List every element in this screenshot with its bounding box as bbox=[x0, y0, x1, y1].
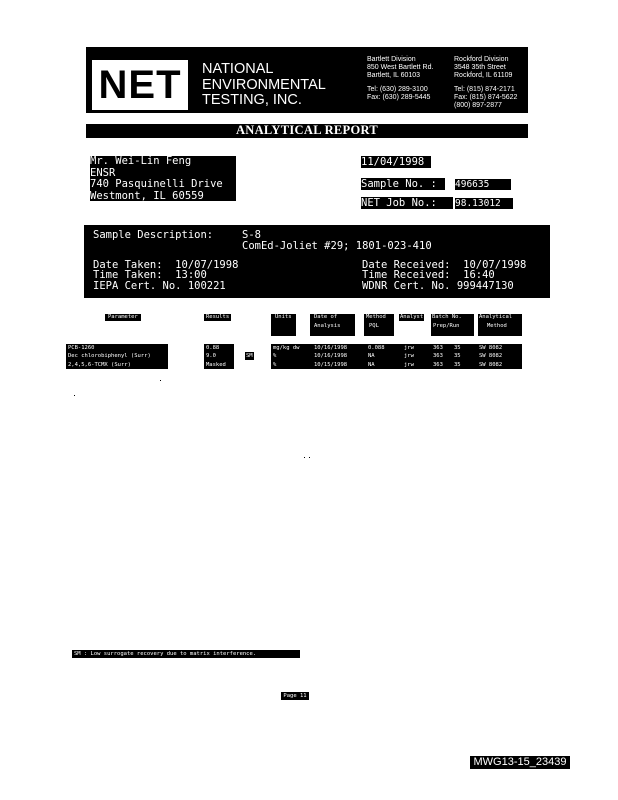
sample-no-label: Sample No. : bbox=[361, 178, 445, 190]
time-taken: Time Taken: 13:00 bbox=[93, 269, 207, 281]
header-method-1: Method bbox=[366, 314, 386, 320]
scan-speck bbox=[309, 457, 310, 458]
row-pql: NA bbox=[368, 362, 375, 368]
row-date: 10/16/1998 bbox=[314, 353, 348, 359]
report-date: 11/04/1998 bbox=[361, 156, 431, 168]
job-no-value: 98.13012 bbox=[455, 198, 513, 209]
wdnr-cert: WDNR Cert. No. 999447130 bbox=[362, 280, 514, 292]
bartlett-line: Tel: (630) 289-3100 bbox=[367, 85, 428, 93]
row-run: 35 bbox=[454, 353, 461, 359]
row-result: 0.88 bbox=[206, 345, 220, 351]
rockford-line: Fax: (815) 874-5622 bbox=[454, 93, 518, 101]
header-analytical-1: Analytical bbox=[479, 314, 513, 320]
footnote: SM : Low surrogate recovery due to matrix interference. bbox=[72, 650, 300, 658]
client-city: Westmont, IL 60559 bbox=[90, 189, 204, 202]
header-parameter: Parameter bbox=[105, 314, 141, 321]
company-name-line-2: ENVIRONMENTAL bbox=[202, 76, 326, 93]
row-units: % bbox=[273, 353, 277, 359]
row-result: 9.0 bbox=[206, 353, 216, 359]
row-pql: 0.088 bbox=[368, 345, 385, 351]
rockford-line: 3548 35th Street bbox=[454, 64, 506, 72]
rockford-line: Tel: (815) 874-2171 bbox=[454, 85, 515, 93]
rockford-address bbox=[454, 56, 517, 110]
row-parameter: 2,4,5,6-TCMX (Surr) bbox=[68, 362, 131, 368]
page-number: Page 11 bbox=[281, 692, 309, 700]
row-parameter: Dec chlorobiphenyl (Surr) bbox=[68, 353, 151, 359]
row-method: SW 8082 bbox=[479, 353, 503, 359]
report-title: ANALYTICAL REPORT bbox=[235, 123, 379, 137]
bartlett-address bbox=[367, 56, 433, 102]
company-name-line-3: TESTING, INC. bbox=[202, 92, 302, 108]
client-address bbox=[90, 156, 236, 201]
bartlett-line: 850 West Bartlett Rd. bbox=[367, 64, 434, 72]
row-prep: 363 bbox=[433, 353, 443, 359]
row-parameter: PCB-1260 bbox=[68, 345, 95, 351]
date-received: Date Received: 10/07/1998 bbox=[362, 259, 527, 271]
sample-desc-label: Sample Description: bbox=[93, 229, 214, 241]
header-results: Results bbox=[206, 314, 230, 320]
row-units: mg/kg dw bbox=[273, 345, 300, 351]
header-batch-1: Batch No. bbox=[432, 314, 462, 320]
header-date-1: Date of bbox=[314, 314, 338, 320]
row-date: 10/16/1998 bbox=[314, 345, 348, 351]
row-prep: 363 bbox=[433, 345, 443, 351]
row-method: SW 8082 bbox=[479, 345, 503, 351]
company-name bbox=[202, 62, 326, 109]
row-run: 35 bbox=[454, 345, 461, 351]
header-units: Units bbox=[271, 314, 296, 336]
client-company: ENSR bbox=[90, 166, 116, 179]
sample-desc-1: S-8 bbox=[242, 229, 261, 241]
rockford-line: Rockford Division bbox=[454, 56, 509, 63]
row-flag: SM bbox=[246, 353, 253, 359]
row-analyst: jrw bbox=[404, 362, 414, 368]
job-no-label: NET Job No.: bbox=[361, 197, 453, 209]
header-date-2: Analysis bbox=[314, 323, 341, 329]
row-analyst: jrw bbox=[404, 345, 414, 351]
client-name: Mr. Wei-Lin Feng bbox=[90, 155, 192, 167]
header-batch-2: Prep/Run bbox=[433, 323, 460, 329]
header-analytical-2: Method bbox=[487, 323, 507, 329]
document-id: MWG13-15_23439 bbox=[470, 756, 570, 769]
bartlett-line: Bartlett, IL 60103 bbox=[367, 72, 421, 80]
client-street: 740 Pasquinelli Drive bbox=[90, 178, 223, 191]
iepa-cert: IEPA Cert. No. 100221 bbox=[93, 280, 226, 292]
bartlett-line: Bartlett Division bbox=[367, 56, 416, 63]
row-date: 10/15/1998 bbox=[314, 362, 348, 368]
row-method: SW 8082 bbox=[479, 362, 503, 368]
scan-speck bbox=[160, 380, 161, 381]
company-name-line-1: NATIONAL bbox=[202, 61, 274, 77]
row-prep: 363 bbox=[433, 362, 443, 368]
sample-desc-2: ComEd-Joliet #29; 1801-023-410 bbox=[242, 240, 432, 252]
scan-speck bbox=[74, 395, 75, 396]
date-taken: Date Taken: 10/07/1998 bbox=[93, 259, 239, 271]
header-analyst: Analyst bbox=[400, 314, 424, 320]
row-pql: NA bbox=[368, 353, 375, 359]
header-method-2: PQL bbox=[369, 323, 379, 329]
row-result: Masked bbox=[206, 362, 226, 368]
rockford-line: (800) 897-2877 bbox=[454, 102, 502, 110]
bartlett-line: Fax: (630) 289-5445 bbox=[367, 93, 431, 101]
rockford-line: Rockford, IL 61109 bbox=[454, 72, 513, 80]
row-run: 35 bbox=[454, 362, 461, 368]
scan-speck bbox=[304, 457, 305, 458]
net-logo: NET bbox=[92, 60, 188, 110]
row-units: % bbox=[273, 362, 277, 368]
time-received: Time Received: 16:40 bbox=[362, 269, 495, 281]
sample-no-value: 496635 bbox=[455, 179, 511, 190]
row-analyst: jrw bbox=[404, 353, 414, 359]
